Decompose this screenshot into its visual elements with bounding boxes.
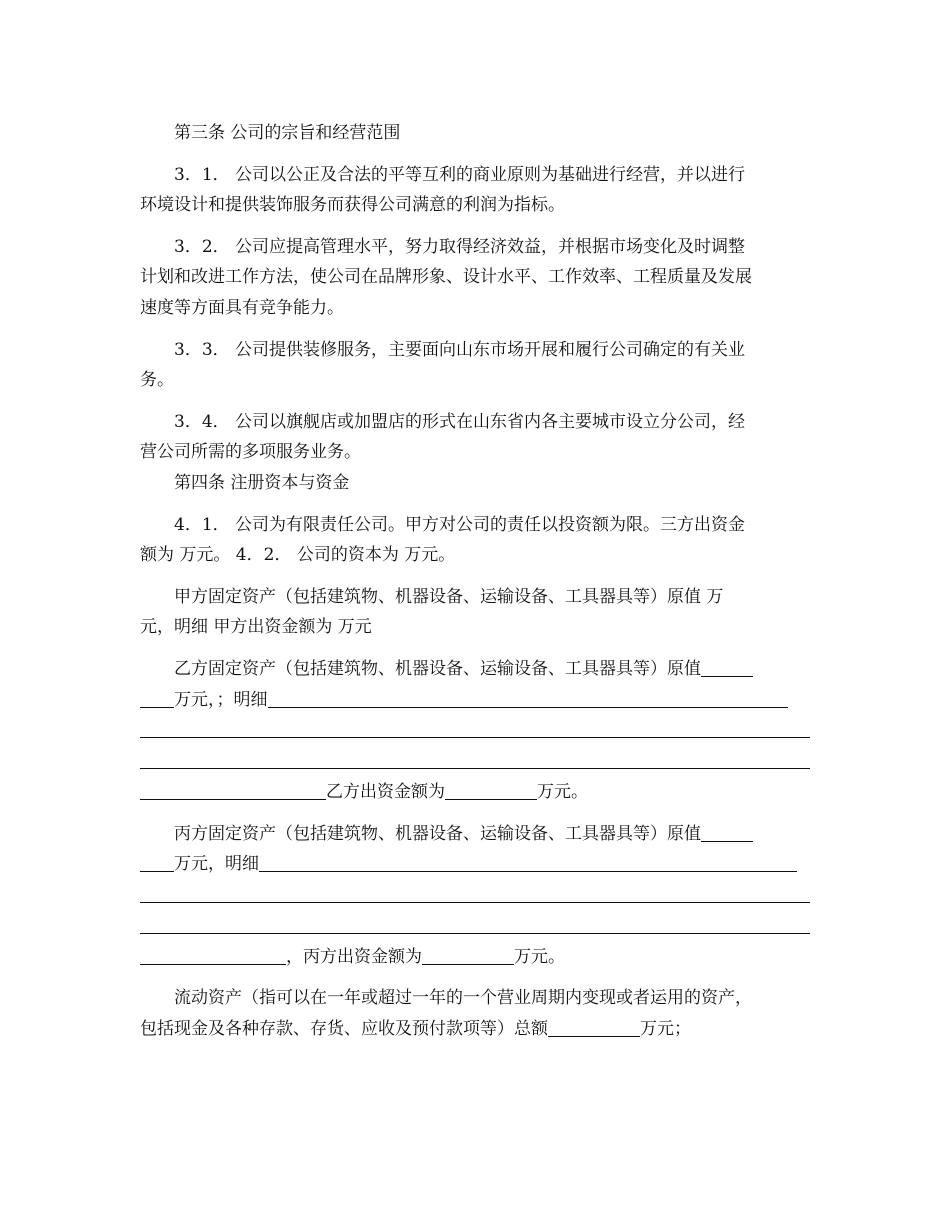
- party-c-contribution-label: ，丙方出资金额为: [286, 946, 422, 967]
- clause-3-4-line-1: 3．4． 公司以旗舰店或加盟店的形式在山东省内各主要城市设立分公司，经: [174, 411, 746, 432]
- party-c-contribution-unit: 万元。: [514, 946, 565, 967]
- clause-4-1-line-2: 额为 万元。 4．2． 公司的资本为 万元。: [140, 545, 456, 566]
- current-assets-line-1: 流动资产（指可以在一年或超过一年的一个营业周期内变现或者运用的资产，: [174, 988, 752, 1009]
- article-4-heading: 第四条 注册资本与资金: [174, 472, 350, 493]
- party-c-assets-text: 丙方固定资产（包括建筑物、机器设备、运输设备、工具器具等）原值: [174, 823, 701, 844]
- document-body: [140, 118, 810, 1045]
- party-c-original-value-blank[interactable]: [701, 823, 753, 842]
- clause-3-2-line-3: 速度等方面具有竞争能力。: [140, 297, 344, 318]
- clause-3-3-line-2: 务。: [140, 370, 174, 391]
- clause-3-4-line-2: 营公司所需的多项服务业务。: [140, 442, 361, 463]
- clause-3-2-line-1: 3．2． 公司应提高管理水平，努力取得经济效益，并根据市场变化及时调整: [174, 236, 746, 257]
- party-a-assets-line-1: 甲方固定资产（包括建筑物、机器设备、运输设备、工具器具等）原值 万: [174, 586, 724, 607]
- party-a-assets-line-2: 元，明细 甲方出资金额为 万元: [140, 617, 372, 638]
- party-c-detail-blank-line-2[interactable]: [140, 911, 810, 934]
- party-b-contribution-blank[interactable]: [445, 781, 537, 800]
- party-c-detail-blank-line-1[interactable]: [140, 880, 810, 903]
- party-c-detail-label: 万元，明细: [174, 854, 259, 875]
- party-b-assets-line-1: [140, 654, 810, 685]
- party-c-contribution-line: [140, 942, 810, 973]
- party-c-assets-line-1: [140, 819, 810, 850]
- party-b-contribution-line: [140, 777, 810, 808]
- party-b-assets-text: 乙方固定资产（包括建筑物、机器设备、运输设备、工具器具等）原值: [174, 658, 701, 679]
- current-assets-unit: 万元；: [640, 1019, 691, 1040]
- clause-3-1-line-1: 3．1． 公司以公正及合法的平等互利的商业原则为基础进行经营，并以进行: [174, 164, 746, 185]
- clause-4-1-line-1: 4．1． 公司为有限责任公司。甲方对公司的责任以投资额为限。三方出资金: [174, 514, 746, 535]
- current-assets-total-blank[interactable]: [548, 1018, 640, 1037]
- article-3-heading: 第三条 公司的宗旨和经营范围: [174, 123, 401, 143]
- party-b-detail-blank-line-2[interactable]: [140, 746, 810, 769]
- party-b-contribution-label: 乙方出资金额为: [326, 782, 445, 803]
- clause-3-1-line-2: 环境设计和提供装饰服务而获得公司满意的利润为指标。: [140, 195, 565, 216]
- party-b-original-value-blank[interactable]: [701, 658, 753, 677]
- party-c-detail-blank[interactable]: [259, 853, 797, 872]
- current-assets-line-2: [140, 1014, 810, 1045]
- clause-3-3-line-1: 3．3． 公司提供装修服务，主要面向山东市场开展和履行公司确定的有关业: [174, 339, 746, 360]
- party-b-detail-blank-line-1[interactable]: [140, 715, 810, 738]
- party-b-detail-blank-end[interactable]: [140, 781, 326, 800]
- party-b-contribution-unit: 万元。: [537, 782, 588, 803]
- party-b-detail-label: 万元，；明细: [174, 689, 268, 710]
- clause-3-2-line-2: 计划和改进工作方法，使公司在品牌形象、设计水平、工作效率、工程质量及发展: [140, 267, 752, 288]
- party-b-detail-blank[interactable]: [268, 689, 788, 708]
- party-c-contribution-blank[interactable]: [422, 946, 514, 965]
- party-c-assets-line-2: [140, 849, 810, 880]
- party-c-detail-blank-end[interactable]: [140, 946, 286, 965]
- party-b-original-value-blank-cont[interactable]: [140, 689, 174, 708]
- party-b-assets-line-2: [140, 685, 810, 716]
- current-assets-text: 包括现金及各种存款、存货、应收及预付款项等）总额: [140, 1019, 548, 1040]
- party-c-original-value-blank-cont[interactable]: [140, 853, 174, 872]
